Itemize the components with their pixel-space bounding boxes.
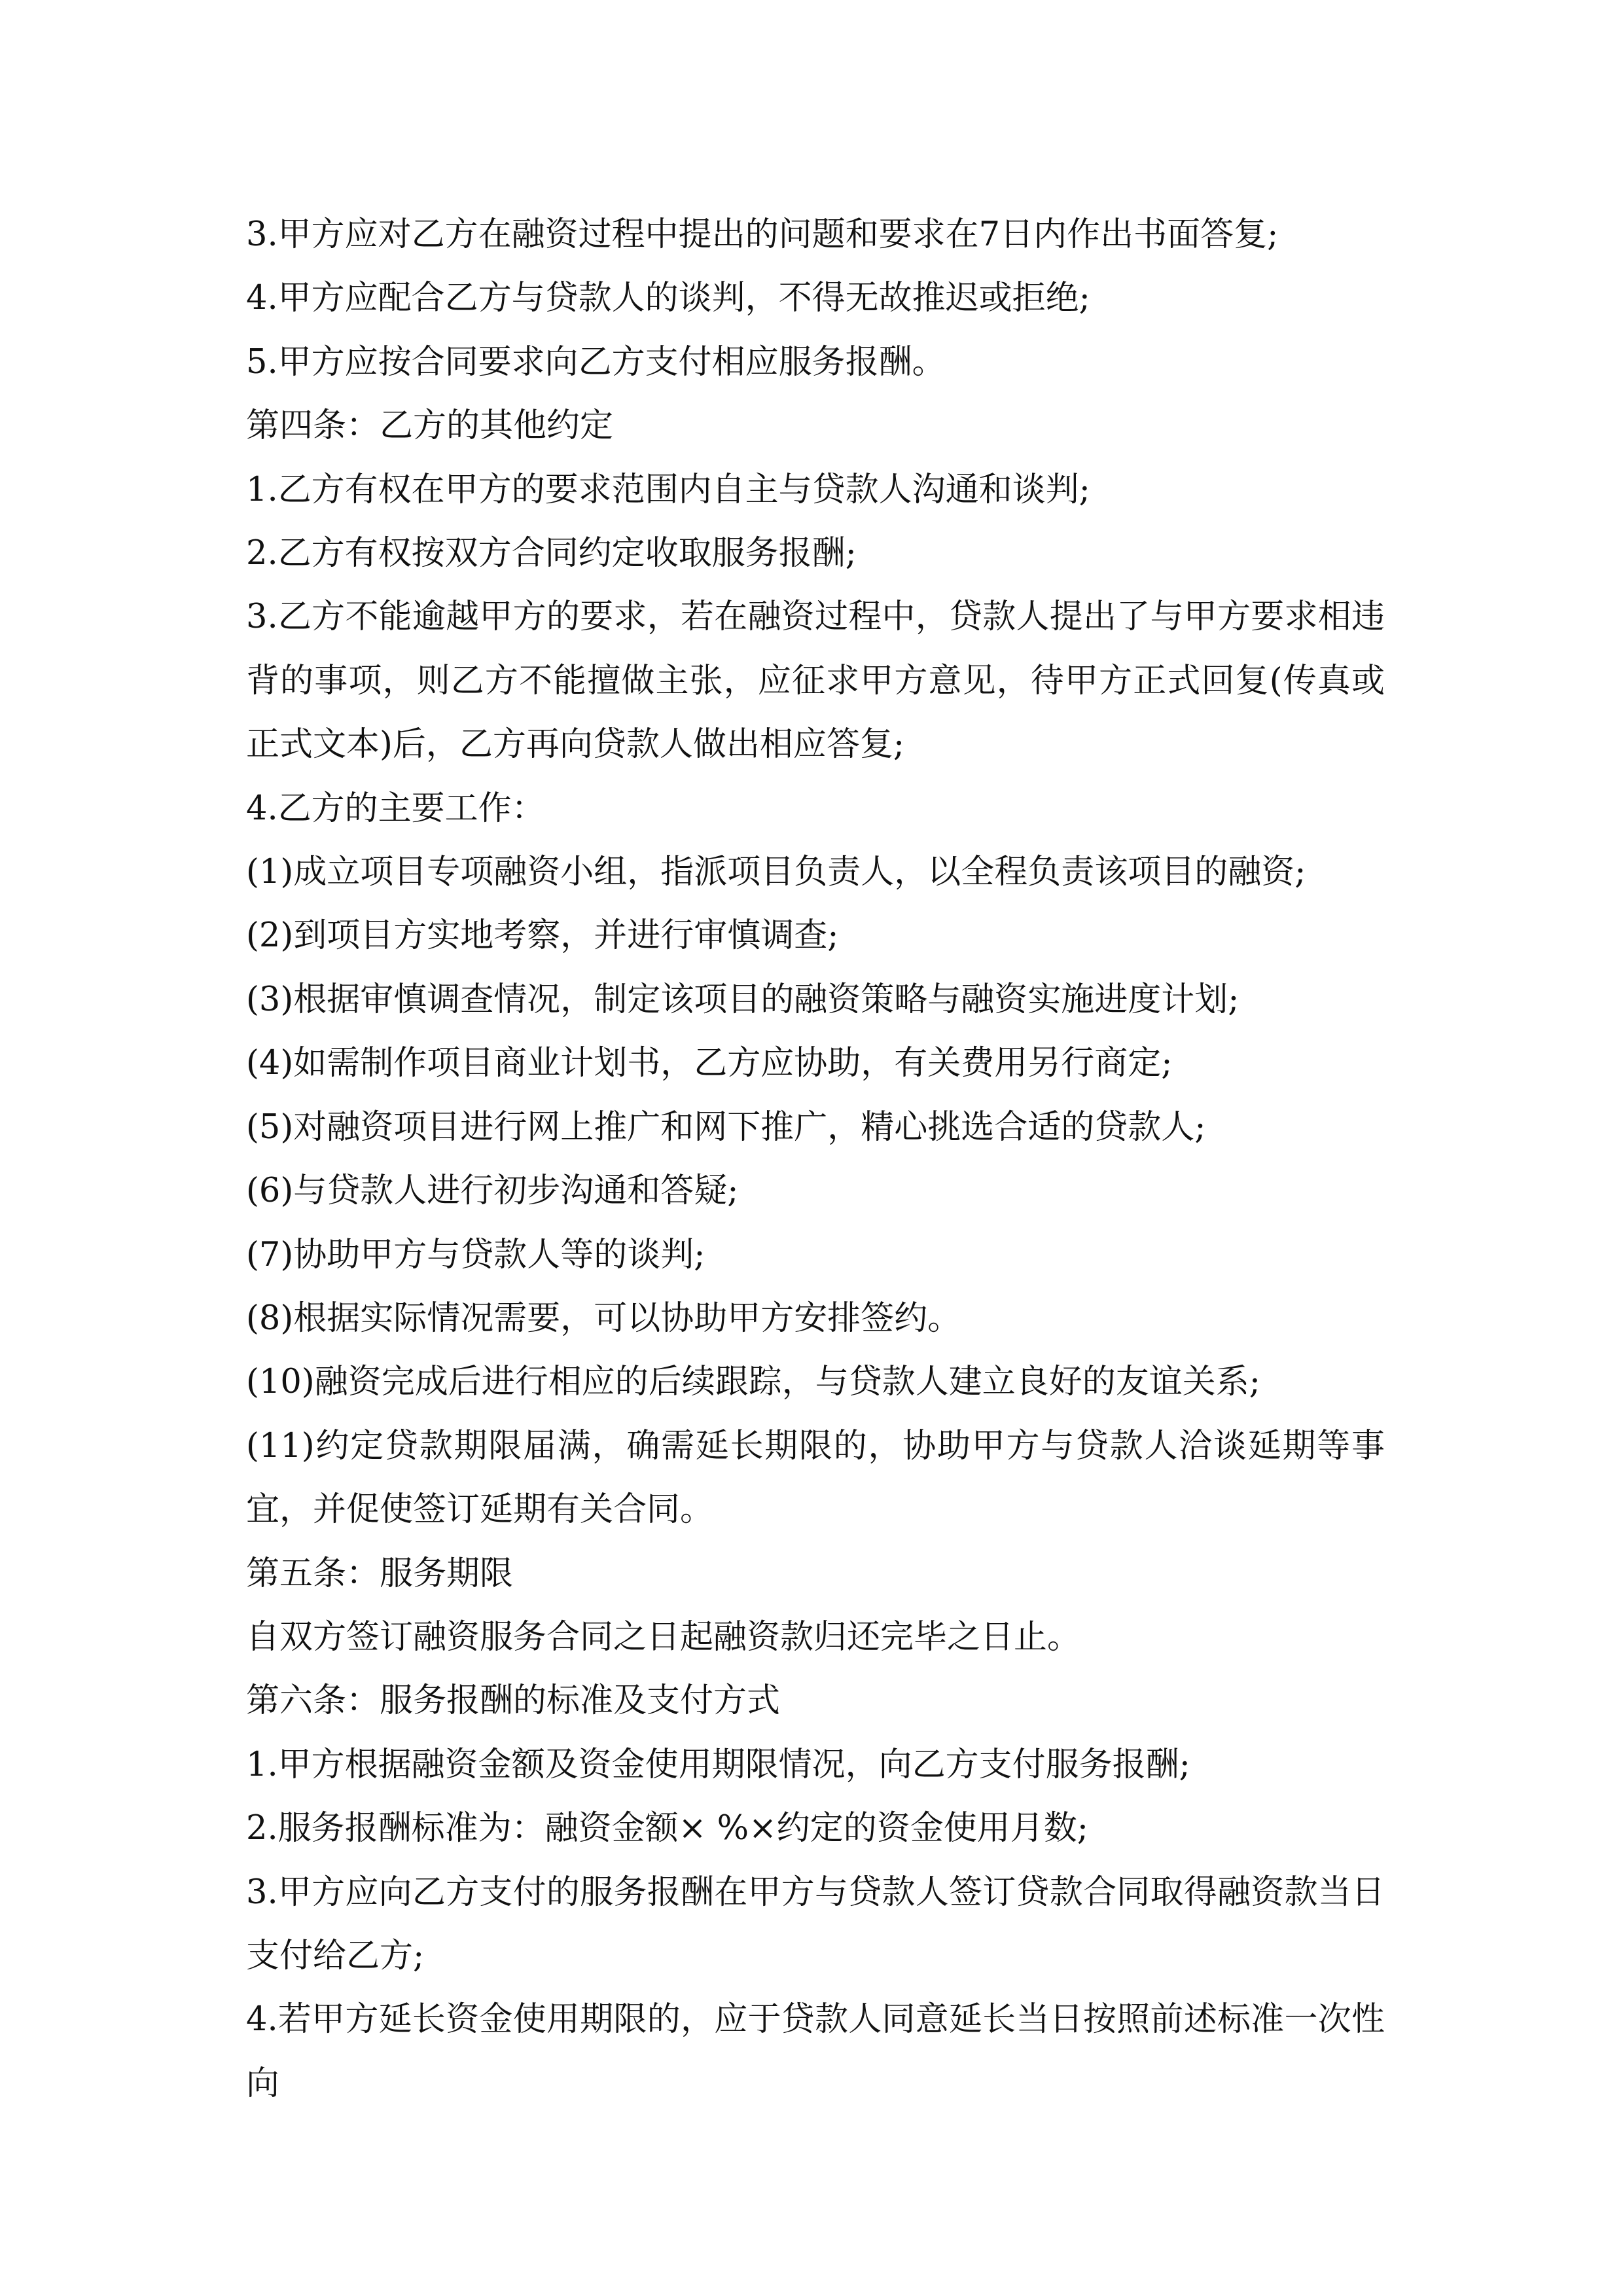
clause-6-4: 4.若甲方延长资金使用期限的，应于贷款人同意延长当日按照前述标准一次性向 [246, 2000, 1385, 2103]
clause-4-1: 1.乙方有权在甲方的要求范围内自主与贷款人沟通和谈判; [246, 470, 1090, 509]
work-item-1: (1)成立项目专项融资小组，指派项目负责人，以全程负责该项目的融资; [246, 853, 1306, 892]
work-item-2: (2)到项目方实地考察，并进行审慎调查; [246, 916, 839, 956]
clause-6-2: 2.服务报酬标准为：融资金额× %×约定的资金使用月数; [246, 1809, 1088, 1848]
work-item-6: (6)与贷款人进行初步沟通和答疑; [246, 1172, 739, 1211]
article-6-heading: 第六条：服务报酬的标准及支付方式 [246, 1681, 781, 1721]
clause-3-5: 5.甲方应按合同要求向乙方支付相应服务报酬。 [246, 342, 946, 382]
article-4-heading: 第四条：乙方的其他约定 [246, 406, 614, 446]
work-item-8: (8)根据实际情况需要，可以协助甲方安排签约。 [246, 1299, 961, 1338]
work-item-7: (7)协助甲方与贷款人等的谈判; [246, 1235, 705, 1274]
work-item-11: (11)约定贷款期限届满，确需延长期限的，协助甲方与贷款人洽谈延期等事宜，并促使签订延期有关合同。 [246, 1426, 1385, 1530]
work-item-4: (4)如需制作项目商业计划书，乙方应协助，有关费用另行商定; [246, 1044, 1173, 1083]
clause-3-3: 3.甲方应对乙方在融资过程中提出的问题和要求在7日内作出书面答复; [246, 215, 1279, 254]
work-item-5: (5)对融资项目进行网上推广和网下推广，精心挑选合适的贷款人; [246, 1107, 1206, 1147]
clause-4-2: 2.乙方有权按双方合同约定收取服务报酬; [246, 534, 857, 573]
clause-4-4: 4.乙方的主要工作： [246, 789, 545, 828]
clause-6-1: 1.甲方根据融资金额及资金使用期限情况，向乙方支付服务报酬; [246, 1745, 1190, 1784]
clause-3-4: 4.甲方应配合乙方与贷款人的谈判，不得无故推迟或拒绝; [246, 279, 1090, 318]
work-item-10: (10)融资完成后进行相应的后续跟踪，与贷款人建立良好的友谊关系; [246, 1363, 1260, 1402]
work-item-3: (3)根据审慎调查情况，制定该项目的融资策略与融资实施进度计划; [246, 980, 1240, 1019]
clause-4-3: 3.乙方不能逾越甲方的要求，若在融资过程中，贷款人提出了与甲方要求相违背的事项，则乙方不能擅做主张，应征求甲方意见，待甲方正式回复(传真或正式文本)后，乙方再向贷款人做出相应答复; [246, 598, 1385, 764]
article-5-heading: 第五条：服务期限 [246, 1554, 514, 1593]
service-term-text: 自双方签订融资服务合同之日起融资款归还完毕之日止。 [246, 1617, 1081, 1657]
clause-6-3: 3.甲方应向乙方支付的服务报酬在甲方与贷款人签订贷款合同取得融资款当日支付给乙方; [246, 1873, 1385, 1975]
document-body [246, 203, 1385, 2115]
